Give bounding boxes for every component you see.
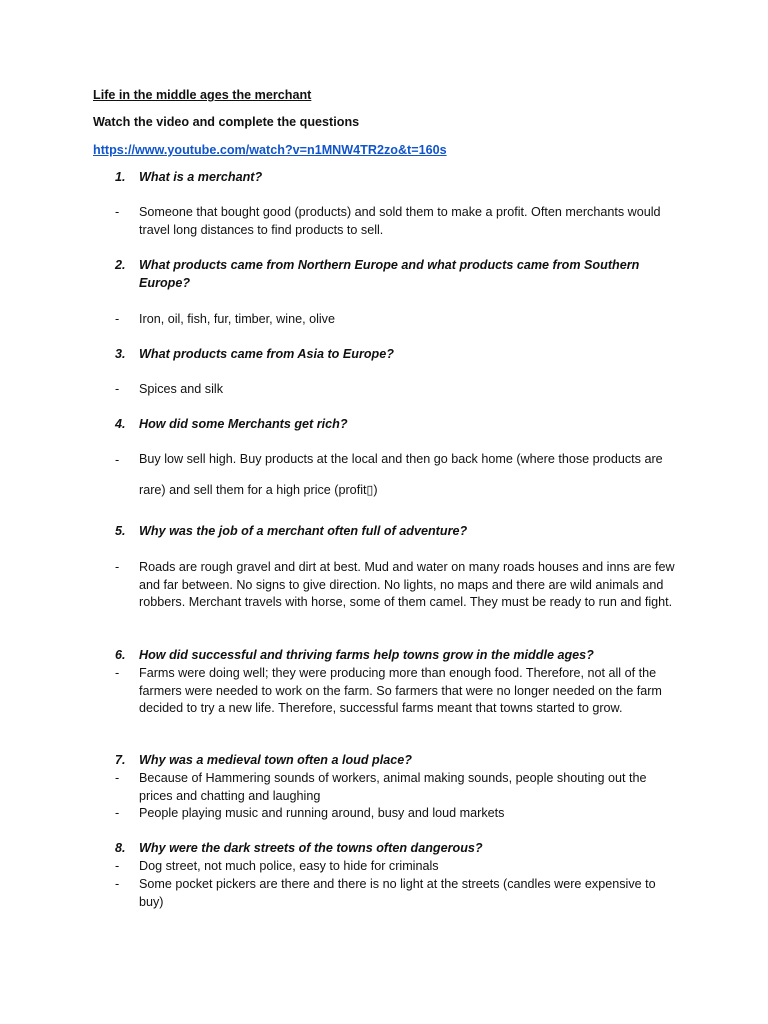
bullet-dash: - (115, 560, 120, 574)
bullet-dash: - (115, 877, 120, 891)
bullet-dash: - (115, 382, 120, 396)
bullet-dash: - (115, 312, 120, 326)
question-number: 3. (115, 347, 126, 361)
answer-text: Iron, oil, fish, fur, timber, wine, olive (139, 312, 335, 326)
answer-text: Because of Hammering sounds of workers, animal making sounds, people shouting out the prices and chatting and laughing (139, 771, 647, 803)
answer-text: Someone that bought good (products) and sold them to make a profit. Often merchants would travel long distances to find products to sell. (139, 205, 661, 237)
bullet-dash: - (115, 453, 120, 467)
bullet-dash: - (115, 771, 120, 785)
question-text: What is a merchant? (139, 170, 263, 184)
question-number: 6. (115, 648, 126, 662)
question-text: What products came from Asia to Europe? (139, 347, 394, 361)
question-text: How did some Merchants get rich? (139, 417, 348, 431)
question-number: 8. (115, 841, 126, 855)
document-title: Life in the middle ages the merchant (93, 88, 312, 102)
question-text: Why was the job of a merchant often full of adventure? (139, 524, 468, 538)
answer-text: Some pocket pickers are there and there is no light at the streets (candles were expensive to buy) (139, 877, 656, 909)
question-number: 4. (115, 417, 126, 431)
question-text: What products came from Northern Europe and what products came from Southern Europe? (139, 258, 640, 290)
answer-text: People playing music and running around, busy and loud markets (139, 806, 505, 820)
question-number: 5. (115, 524, 126, 538)
answer-text: Spices and silk (139, 382, 223, 396)
bullet-dash: - (115, 859, 120, 873)
answer-text: Buy low sell high. Buy products at the local and then go back home (where those products are rare) and sell them for a high price (profit▯) (139, 452, 663, 497)
document-instruction: Watch the video and complete the questions (93, 115, 360, 129)
question-number: 2. (115, 258, 126, 272)
bullet-dash: - (115, 806, 120, 820)
answer-text: Dog street, not much police, easy to hide for criminals (139, 859, 439, 873)
bullet-dash: - (115, 205, 120, 219)
question-text: How did successful and thriving farms help towns grow in the middle ages? (139, 648, 594, 662)
answer-text: Farms were doing well; they were producing more than enough food. Therefore, not all of the farmers were needed to work on the farm. So farmers that were no longer needed on the farm decided to try a new life. Therefore, successful farms meant that towns started to grow. (139, 666, 662, 715)
question-number: 7. (115, 753, 126, 767)
question-number: 1. (115, 170, 126, 184)
video-link[interactable]: https://www.youtube.com/watch?v=n1MNW4TR2zo&t=160s (93, 143, 447, 157)
question-text: Why was a medieval town often a loud place? (139, 753, 412, 767)
question-text: Why were the dark streets of the towns often dangerous? (139, 841, 483, 855)
answer-text: Roads are rough gravel and dirt at best. Mud and water on many roads houses and inns are few and far between. No signs to give direction. No lights, no maps and there are wild animals and robbers. Merchant travels with horse, some of them camel. They must be ready to run and fight. (139, 560, 675, 609)
bullet-dash: - (115, 666, 120, 680)
